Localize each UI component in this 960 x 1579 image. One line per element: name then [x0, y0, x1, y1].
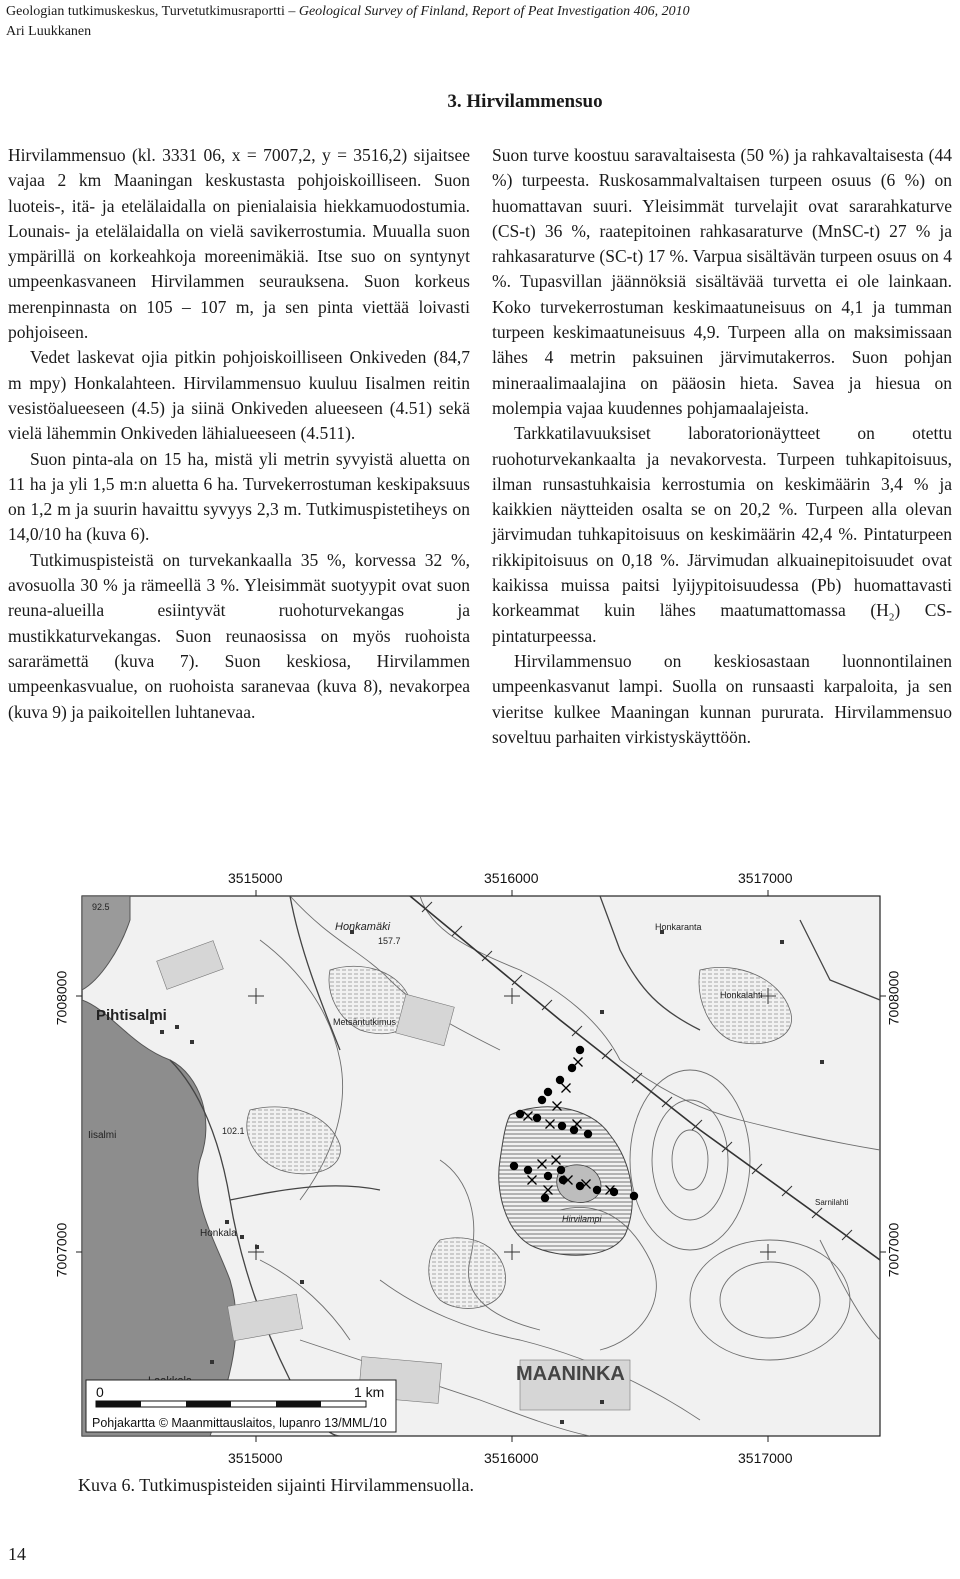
study-point-dot [556, 1076, 564, 1084]
coord-bottom: 3517000 [738, 1450, 793, 1466]
author: Ari Luukkanen [6, 24, 92, 39]
paragraph: Vedet laskevat ojia pitkin pohjoiskoilliseen Onkiveden (84,7 m mpy) Honkalahteen. Hirvilammensuo kuuluu Iisalmen reitin vesistöalueeseen (4.5) ja siinä Onkiveden alueeseen (4.51) sekä vielä lähemmin Onkiveden lähialueeseen (4.511). [8, 347, 470, 444]
map-label-honkala: Honkala [200, 1228, 237, 1239]
study-point-dot [510, 1162, 518, 1170]
study-point-dot [576, 1182, 584, 1190]
map-svg [0, 860, 960, 1500]
map-elevation: 157.7 [378, 936, 401, 946]
coord-right: 7008000 [885, 970, 902, 1026]
study-point-dot [524, 1166, 532, 1174]
study-point-dot [584, 1130, 592, 1138]
study-point-dot [538, 1096, 546, 1104]
scale-km: 1 km [354, 1384, 385, 1400]
page-number: 14 [8, 1544, 26, 1564]
paragraph: Suon turve koostuu saravaltaisesta (50 %) ja rahkavaltaisesta (44 %) turpeesta. Ruskosammalvaltaisen turpeen osuus (6 %) on huomattavan suuri. Yleisimmät turvelajit ovat sararahkaturve (CS-t) 36 %, raatepitoinen rahkasaraturve (MnSC-t) 27 % ja rahkasaraturve (SC-t) 17 %. Varpua sisältävän turpeen osuus on 4 %. Tupasvillan jäännöksiä sisältävää turvetta ei ole lainkaan. Koko turvekerrostuman keskimaatuneisuus on 4,1 ja tumman turpeen keskimaatuneisuus 4,9. Turpeen alla on maksimissaan lähes 4 metrin paksuinen järvimutakerros. Suon pohjan mineraalimaalajina on pääosin hieta. Savea ja hiesua on molempia vajaa kuudennes pohjamaalajeista. [492, 145, 952, 418]
subscript: 2 [888, 611, 895, 624]
study-point-dot [544, 1088, 552, 1096]
coord-bottom: 3516000 [484, 1450, 539, 1466]
paragraph: Tarkkatilavuuksiset laboratorionäytteet on otettu ruohoturvekankaalta ja nevakorvesta. Turpeen tuhkapitoisuus, ilman runsastuhkaisia kerrostumia on keskimäärin 3,4 % ja kaikkien näytteiden osalta se on 20,2 %. Turpeen alla olevan järvimudan tuhkapitoisuus on keskimäärin 42,4 %. Pintaturpeen rikkipitoisuus on 0,18 %. Järvimudan alkuainepitoisuudet ovat kaikissa muissa paitsi lyijypitoisuudessa (Pb) huomattavasti korkeammat kuin lähes maatumattomassa $(H_2)$ CS- pintaturpeessa. [492, 423, 952, 646]
map-label-honkaranta: Honkaranta [655, 922, 702, 932]
map-label-hirvilampi: Hirvilampi [562, 1214, 602, 1224]
journal-english: Geological Survey of Finland, Report of Peat Investigation 406, 2010 [298, 4, 690, 19]
paragraph: Hirvilammensuo on keskiosastaan luonnontilainen umpeenkasvanut lampi. Suolla on runsaasti karpaloita, ja sen vieritse kulkee Maaningan kunnan pururata. Hirvilammensuo soveltuu parhaiten virkistyskäyttöön. [492, 650, 952, 747]
running-header [6, 2, 690, 42]
study-point-dot [516, 1110, 524, 1118]
scale-zero: 0 [96, 1384, 104, 1400]
map-label-honkamaki: Honkamäki [335, 921, 391, 933]
left-column [8, 143, 470, 725]
map-label-maaninka: MAANINKA [516, 1363, 625, 1385]
section-title: 3. Hirvilammensuo [447, 91, 603, 112]
study-point-dot [630, 1192, 638, 1200]
study-point-dot [541, 1194, 549, 1202]
coord-right: 7007000 [885, 1222, 902, 1278]
figure-caption: Kuva 6. Tutkimuspisteiden sijainti Hirvilammensuolla. [78, 1475, 474, 1495]
map-label-metsantutkimus: Metsäntutkimus [333, 1017, 397, 1027]
paragraph: Hirvilammensuo (kl. 3331 06, x = 7007,2, y = 3516,2) sijaitsee vajaa 2 km Maaningan keskustasta pohjoiskoilliseen. Suon luoteis-, itä- ja etelälaidalla on pienialaisia hiekkamuodostumia. Lounais- ja etelälaidalla on vielä savikerrostumia. Muualla suon ympärillä on korkeahkoja moreenimäkiä. Itse suo on syntynyt umpeenkasvaneen Hirvilammen seurauksena. Suon korkeus merenpinnasta on 105 – 107 m, ja sen pinta viettää loivasti pohjoiseen. [8, 145, 470, 343]
study-point-dot [557, 1166, 565, 1174]
map-elevation: 92.5 [92, 902, 110, 912]
study-point-dot [576, 1046, 584, 1054]
map-elevation: 102.1 [222, 1126, 245, 1136]
coord-top: 3517000 [738, 870, 793, 886]
map-label-lisalmi: Iisalmi [88, 1130, 117, 1141]
map-label-pihtisalmi: Pihtisalmi [96, 1007, 167, 1024]
map-label-sarnilahti: Sarnilahti [815, 1198, 849, 1207]
map-label-honkalahti: Honkalahti [720, 990, 763, 1000]
map-copyright: Pohjakartta © Maanmittauslaitos, lupanro 13/MML/10 [92, 1416, 387, 1430]
right-column [492, 143, 952, 750]
coord-top: 3515000 [228, 870, 283, 886]
map-figure [0, 860, 960, 1500]
study-point-dot [593, 1186, 601, 1194]
study-point-dot [558, 1122, 566, 1130]
coord-left: 7008000 [53, 970, 70, 1026]
coord-top: 3516000 [484, 870, 539, 886]
scale-bar [96, 1401, 366, 1407]
paragraph: Tutkimuspisteistä on turvekankaalla 35 %, korvessa 32 %, avosuolla 30 % ja rämeellä 3 %. Yleisimmät suotyypit ovat suon reuna-alueilla esiintyvät ruohoturvekangas ja mustikkaturvekangas. Suon reunaosissa on myös ruohoista sararämettä (kuva 7). Suon keskiosa, Hirvilammen umpeenkasvualue, on ruohoista saranevaa (kuva 8), nevakorpea (kuva 9) ja paikoitellen luhtanevaa. [8, 549, 470, 722]
coord-left: 7007000 [53, 1222, 70, 1278]
journal-line: Geologian tutkimuskeskus, Turvetutkimusraportti – Geological Survey of Finland, Report of Peat Investigation 406, 2010 [6, 4, 690, 19]
study-point-dot [533, 1114, 541, 1122]
paragraph: Suon pinta-ala on 15 ha, mistä yli metrin syvyistä aluetta on 11 ha ja yli 1,5 m:n aluetta 6 ha. Turvekerrostuman keskipaksuus on 1,2 m ja suurin havaittu syvyys 2,3 m. Tutkimuspistetiheys on 14,0/10 ha (kuva 6). [8, 448, 470, 545]
coord-bottom: 3515000 [228, 1450, 283, 1466]
study-point-dot [544, 1172, 552, 1180]
